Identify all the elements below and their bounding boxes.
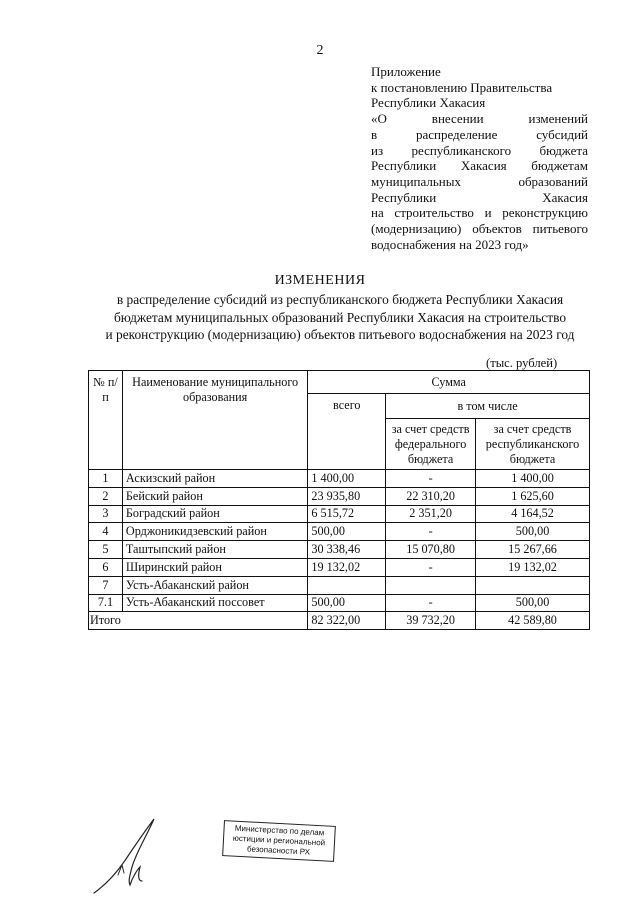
row-republic: 500,00 — [476, 523, 590, 541]
row-republic: 500,00 — [476, 594, 590, 612]
row-num: 7 — [89, 576, 123, 594]
table-body — [89, 470, 590, 612]
subsidy-table — [88, 370, 590, 630]
appendix-line: Республики Хакасия — [371, 95, 486, 111]
stamp-line: юстиции и региональной — [232, 833, 326, 848]
row-name: Бейский район — [122, 487, 308, 505]
totals-federal: 39 732,20 — [386, 612, 476, 630]
appendix-block — [371, 64, 588, 252]
row-num: 2 — [89, 487, 123, 505]
appendix-line: Республики Хакасия — [371, 189, 588, 205]
table-row — [89, 594, 590, 612]
row-republic: 4 164,52 — [476, 505, 590, 523]
row-federal: - — [386, 523, 476, 541]
subtitle-line: и реконструкцию (модернизацию) объектов питьевого водоснабжения на 2023 год — [105, 327, 575, 342]
row-federal: - — [386, 594, 476, 612]
row-num: 3 — [89, 505, 123, 523]
row-name: Усть-Абаканский район — [122, 576, 308, 594]
row-total: 19 132,02 — [308, 558, 386, 576]
appendix-line: Приложение — [371, 64, 441, 79]
header-republic: за счет средств республиканского бюджета — [476, 419, 590, 470]
header-including: в том числе — [386, 394, 590, 419]
header-total: всего — [308, 394, 386, 470]
totals-label: Итого — [89, 612, 308, 630]
totals-row — [89, 612, 590, 630]
row-num: 7.1 — [89, 594, 123, 612]
row-republic: 1 400,00 — [476, 470, 590, 488]
table-row — [89, 558, 590, 576]
header-name: Наименование муниципального образования — [122, 371, 308, 470]
row-total: 23 935,80 — [308, 487, 386, 505]
table-row — [89, 523, 590, 541]
row-total — [308, 576, 386, 594]
document-heading: ИЗМЕНЕНИЯ — [274, 273, 366, 288]
row-federal — [386, 576, 476, 594]
row-total: 30 338,46 — [308, 541, 386, 559]
registration-stamp — [222, 820, 336, 862]
appendix-line: в распределение субсидий — [371, 126, 588, 142]
row-num: 4 — [89, 523, 123, 541]
stamp-line: Министерство по делам — [234, 823, 325, 838]
row-federal: 22 310,20 — [386, 487, 476, 505]
appendix-line: водоснабжения на 2023 год» — [371, 236, 529, 252]
row-republic: 19 132,02 — [476, 558, 590, 576]
table-row — [89, 487, 590, 505]
row-federal: - — [386, 470, 476, 488]
row-republic — [476, 576, 590, 594]
document-subtitle — [40, 291, 640, 344]
row-num: 5 — [89, 541, 123, 559]
page-number: 2 — [316, 43, 324, 58]
row-name: Боградский район — [122, 505, 308, 523]
table-row — [89, 576, 590, 594]
appendix-line: на строительство и реконструкцию — [371, 205, 588, 221]
subtitle-line: в распределение субсидий из республиканского бюджета Республики Хакасия — [116, 292, 564, 307]
row-total: 6 515,72 — [308, 505, 386, 523]
subtitle-line: бюджетам муниципальных образований Республики Хакасия на строительство — [113, 309, 567, 325]
row-name: Усть-Абаканский поссовет — [122, 594, 308, 612]
row-num: 6 — [89, 558, 123, 576]
header-num: № п/п — [89, 371, 123, 470]
signature-mark — [88, 815, 168, 897]
appendix-line: к постановлению Правительства — [371, 79, 553, 95]
appendix-line: «О внесении изменений — [371, 111, 588, 127]
row-name: Таштыпский район — [122, 541, 308, 559]
appendix-line: Республики Хакасия бюджетам — [371, 158, 588, 174]
row-total: 500,00 — [308, 594, 386, 612]
appendix-line: из республиканского бюджета — [371, 142, 588, 158]
totals-total: 82 322,00 — [308, 612, 386, 630]
row-federal: 2 351,20 — [386, 505, 476, 523]
appendix-line: муниципальных образований — [371, 173, 588, 189]
units-label: (тыс. рублей) — [486, 356, 558, 370]
header-federal: за счет средств федерального бюджета — [386, 419, 476, 470]
row-republic: 1 625,60 — [476, 487, 590, 505]
table-row — [89, 505, 590, 523]
row-republic: 15 267,66 — [476, 541, 590, 559]
row-num: 1 — [89, 470, 123, 488]
row-name: Ширинский район — [122, 558, 308, 576]
totals-republic: 42 589,80 — [476, 612, 590, 630]
header-sum: Сумма — [308, 371, 590, 394]
row-name: Аскизский район — [122, 470, 308, 488]
table-row — [89, 470, 590, 488]
appendix-line: (модернизацию) объектов питьевого — [371, 221, 588, 237]
row-federal: - — [386, 558, 476, 576]
row-federal: 15 070,80 — [386, 541, 476, 559]
table-row — [89, 541, 590, 559]
row-total: 500,00 — [308, 523, 386, 541]
row-name: Орджоникидзевский район — [122, 523, 308, 541]
row-total: 1 400,00 — [308, 470, 386, 488]
stamp-line: безопасности РХ — [246, 844, 311, 857]
